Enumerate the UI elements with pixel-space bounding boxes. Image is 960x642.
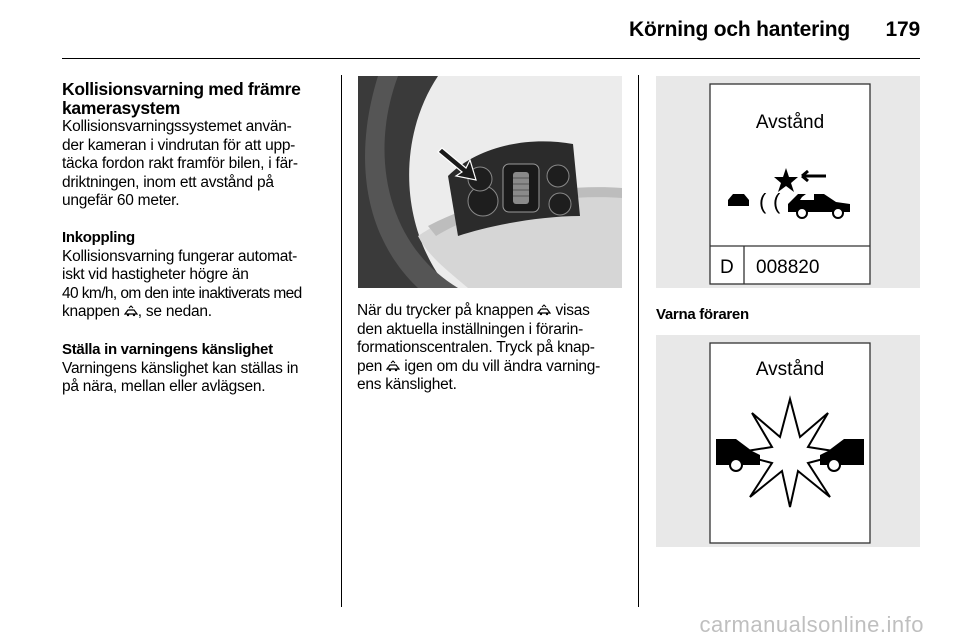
text-line: på nära, mellan eller avlägsen. bbox=[62, 378, 266, 396]
collision-alert-button-icon bbox=[386, 360, 400, 372]
warning-display-figure bbox=[656, 335, 920, 547]
text-fragment: knappen bbox=[62, 303, 120, 321]
text-line: den aktuella inställningen i förarin- bbox=[357, 320, 583, 338]
page-number: 179 bbox=[885, 18, 920, 41]
text-fragment: visas bbox=[555, 302, 590, 319]
display-title: Avstånd bbox=[755, 359, 825, 380]
pointer-arrow-icon bbox=[438, 148, 476, 180]
steering-wheel-figure bbox=[358, 76, 622, 288]
text-line: ungefär 60 meter. bbox=[62, 192, 180, 210]
subheading-sensitivity: Ställa in varningens känslighet bbox=[62, 340, 273, 358]
text-line: driktningen, inom ett avstånd på bbox=[62, 173, 274, 191]
column-divider-1 bbox=[341, 75, 342, 607]
distance-display-figure bbox=[656, 76, 920, 288]
text-line: Kollisionsvarningssystemet använ- bbox=[62, 118, 292, 135]
display-title: Avstånd bbox=[755, 112, 825, 133]
text-fragment: , se nedan. bbox=[137, 303, 212, 321]
text-line: formationscentralen. Tryck på knap- bbox=[357, 339, 595, 357]
svg-text:(: ( bbox=[759, 189, 767, 214]
text-line: iskt vid hastigheter högre än bbox=[62, 266, 249, 284]
watermark: carmanualsonline.info bbox=[699, 612, 924, 637]
text-line: Kollisionsvarning fungerar automat- bbox=[62, 247, 298, 265]
intro-paragraph bbox=[62, 118, 330, 211]
collision-alert-button-icon bbox=[537, 304, 551, 316]
figure-caption: Varna föraren bbox=[656, 306, 749, 323]
column-divider-2 bbox=[638, 75, 639, 607]
odometer-value: 008820 bbox=[756, 257, 820, 278]
svg-text:(: ( bbox=[773, 189, 781, 214]
text-fragment: När du trycker på knappen bbox=[357, 302, 534, 319]
text-fragment: pen bbox=[357, 357, 383, 375]
text-line: 40 km/h, om den inte inaktiverats med bbox=[62, 284, 302, 302]
activation-paragraph bbox=[62, 248, 330, 322]
section-title: Körning och hantering bbox=[629, 18, 850, 41]
text-fragment: igen om du vill ändra varning- bbox=[404, 357, 601, 375]
left-column bbox=[62, 80, 330, 397]
text-line: Varningens känslighet kan ställas in bbox=[62, 359, 299, 377]
section-heading: Kollisionsvarning med främre kamerasystem bbox=[62, 79, 301, 118]
header-rule bbox=[62, 58, 920, 59]
text-line: täcka fordon rakt framför bilen, i fär- bbox=[62, 155, 298, 173]
collision-alert-button-icon bbox=[124, 305, 138, 317]
subheading-activation: Inkoppling bbox=[62, 228, 135, 246]
text-line: ens känslighet. bbox=[357, 376, 457, 394]
middle-column-text bbox=[357, 302, 627, 395]
text-line: der kameran i vindrutan för att upp- bbox=[62, 136, 296, 154]
gear-indicator: D bbox=[720, 257, 734, 278]
sensitivity-paragraph bbox=[62, 360, 330, 397]
